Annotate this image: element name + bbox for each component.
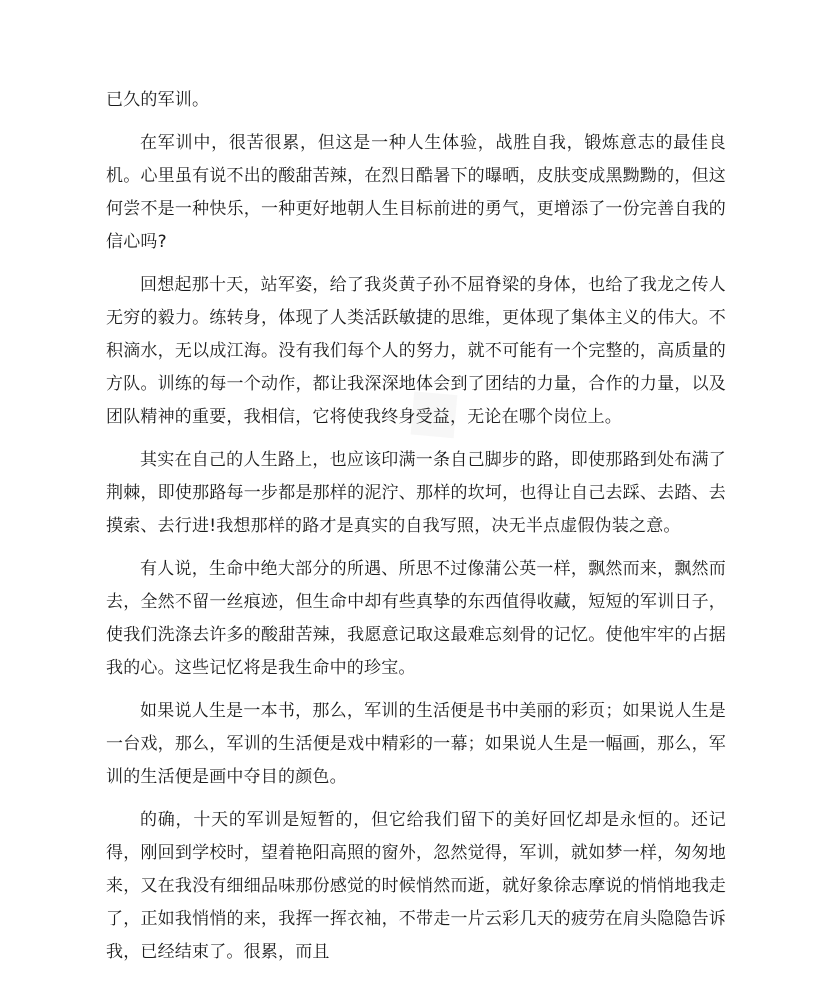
paragraph-5: 有人说，生命中绝大部分的所遇、所思不过像蒲公英一样，飘然而来，飘然而去，全然不留一丝痕迹，但生命中却有些真挚的东西值得收藏，短短的军训日子，使我们洗涤去许多的酸甜苦辣，我愿意记取这最难忘刻骨的记忆。使他牢牢的占据我的心。这些记忆将是我生命中的珍宝。 <box>106 559 726 678</box>
watermark: ◆ <box>376 354 484 466</box>
paragraph-2: 在军训中，很苦很累，但这是一种人生体验，战胜自我，锻炼意志的最佳良机。心里虽有说不出的酸甜苦辣，在烈日酷暑下的曝晒，皮肤变成黑黝黝的，但这何尝不是一种快乐，一种更好地朝人生目标前进的勇气，更增添了一份完善自我的信心吗? <box>106 133 726 252</box>
paragraph-4: 其实在自己的人生路上，也应该印满一条自己脚步的路，即使那路到处布满了荆棘，即使那路每一步都是那样的泥泞、那样的坎坷，也得让自己去踩、去踏、去摸索、去行进!我想那样的路才是真实的自我写照，决无半点虚假伪装之意。 <box>106 450 726 536</box>
paragraph-6: 如果说人生是一本书，那么，军训的生活便是书中美丽的彩页；如果说人生是一台戏，那么，军训的生活便是戏中精彩的一幕；如果说人生是一幅画，那么，军训的生活便是画中夺目的颜色。 <box>106 701 726 787</box>
paragraph-1: 已久的军训。 <box>106 90 210 110</box>
paragraph-3: 回想起那十天，站军姿，给了我炎黄子孙不屈脊梁的身体，也给了我龙之传人无穷的毅力。练转身，体现了人类活跃敏捷的思维，更体现了集体主义的伟大。不积滴水，无以成江海。没有我们每个人的努力，就不可能有一个完整的，高质量的方队。训练的每一个动作，都让我深深地体会到了团结的力量，合作的力量，以及团队精神的重要，我相信，它将使我终身受益，无论在哪个岗位上。 <box>106 275 726 427</box>
document-body <box>106 84 726 979</box>
paragraph-7: 的确，十天的军训是短暂的，但它给我们留下的美好回忆却是永恒的。还记得，刚回到学校时，望着艳阳高照的窗外，忽然觉得，军训，就如梦一样，匆匆地来，又在我没有细细品味那份感觉的时候悄然而逝，就好象徐志摩说的悄悄地我走了，正如我悄悄的来，我挥一挥衣袖，不带走一片云彩几天的疲劳在肩头隐隐告诉我，已经结束了。很累，而且 <box>106 810 726 962</box>
